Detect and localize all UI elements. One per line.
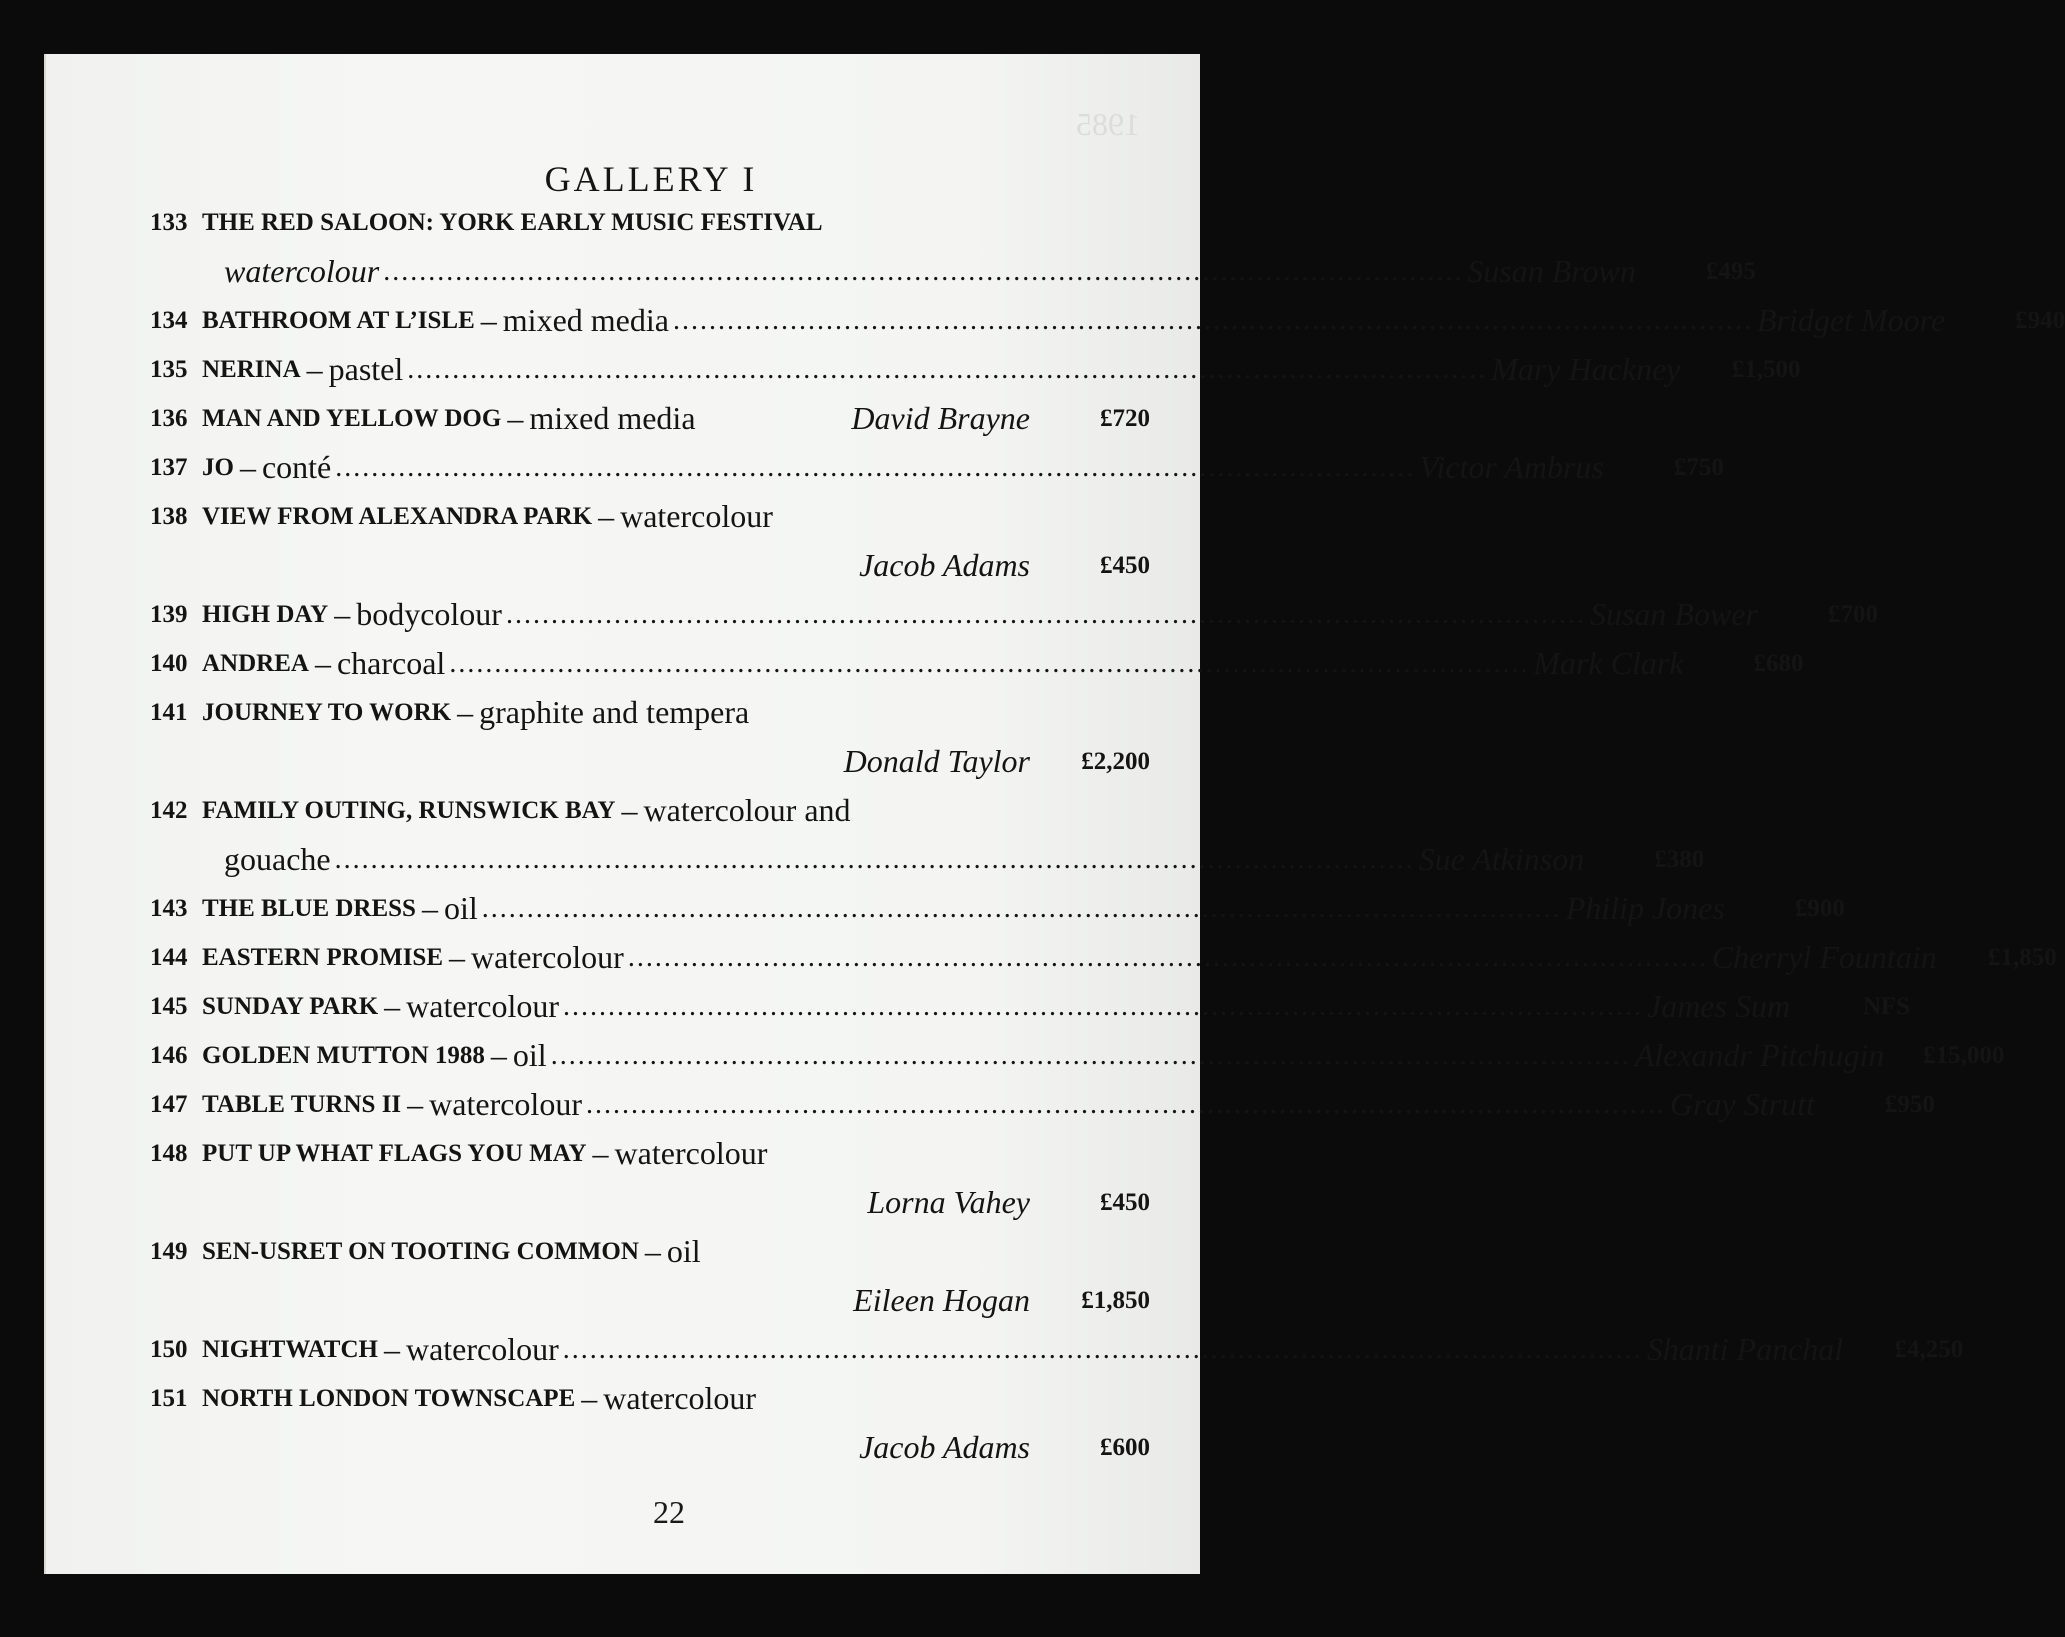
dash-separator: – (421, 890, 438, 926)
entry-title: JO (202, 453, 234, 481)
entry-medium-continued: gouache (224, 841, 331, 877)
dash-separator: – (592, 1135, 609, 1171)
entry-artist: Eileen Hogan (853, 1282, 1030, 1318)
entry-medium: oil (443, 890, 478, 926)
entry-medium: mixed media (502, 302, 669, 338)
page-number: 22 (653, 1494, 685, 1530)
dot-leader: ........................................................................................................................ (562, 990, 1643, 1022)
entry-number: 139 (150, 600, 188, 628)
catalogue-line (150, 1031, 2005, 1080)
catalogue-line (150, 443, 1724, 492)
entry-title: JOURNEY TO WORK (202, 698, 452, 726)
entry-title: HIGH DAY (202, 600, 329, 628)
entry-number: 134 (150, 306, 188, 334)
entry-number: 144 (150, 943, 188, 971)
entry-artist: Mary Hackney (1491, 351, 1681, 387)
dash-separator: – (383, 1331, 400, 1367)
entry-number: 147 (150, 1090, 188, 1118)
entry-artist: Jacob Adams (859, 1429, 1030, 1465)
entry-artist: Sue Atkinson (1418, 841, 1585, 877)
catalogue-line (150, 1276, 1150, 1325)
entry-artist: Shanti Panchal (1646, 1331, 1844, 1367)
dash-separator: – (314, 645, 331, 681)
entry-price: £1,500 (1731, 355, 1801, 383)
catalogue-line (150, 1080, 1935, 1129)
dot-leader: ........................................................................................................................ (383, 255, 1464, 287)
entry-title: THE BLUE DRESS (202, 894, 416, 922)
entry-artist: Alexandr Pitchugin (1634, 1037, 1885, 1073)
entry-title: MAN AND YELLOW DOG (202, 404, 502, 432)
entry-title: FAMILY OUTING, RUNSWICK BAY (202, 796, 616, 824)
entry-artist: Gray Strutt (1669, 1086, 1815, 1122)
catalogue-line (150, 247, 1756, 296)
entry-price: £720 (1100, 404, 1150, 432)
entry-number: 145 (150, 992, 188, 1020)
entry-medium: charcoal (336, 645, 446, 681)
catalogue-line (150, 639, 1804, 688)
entry-medium: watercolour (429, 1086, 582, 1122)
entry-title: THE RED SALOON: YORK EARLY MUSIC FESTIVAL (202, 208, 823, 236)
entry-price: £15,000 (1923, 1041, 2005, 1069)
dash-separator: – (449, 939, 466, 975)
entry-medium: watercolour (405, 1331, 559, 1367)
entry-price: £700 (1827, 600, 1878, 628)
entry-medium: watercolour and (643, 792, 851, 828)
entry-number: 148 (150, 1139, 188, 1167)
dash-separator: – (507, 400, 524, 436)
entry-artist: Jacob Adams (859, 547, 1030, 583)
entry-artist: Bridget Moore (1756, 302, 1946, 338)
entry-title: NORTH LONDON TOWNSCAPE (202, 1384, 576, 1412)
entry-number: 136 (150, 404, 188, 432)
entry-price: £4,250 (1894, 1335, 1964, 1363)
entry-number: 151 (150, 1384, 188, 1412)
entry-artist: David Brayne (851, 400, 1030, 436)
entry-price: £380 (1654, 845, 1705, 873)
catalogue-line (150, 884, 1845, 933)
catalogue-line (150, 1227, 1150, 1276)
dot-leader: ........................................................................................................................ (335, 451, 1416, 483)
entry-medium: graphite and tempera (479, 694, 750, 730)
entry-price: £600 (1100, 1433, 1150, 1461)
entry-medium: pastel (328, 351, 404, 387)
catalogue-list (150, 198, 2065, 1472)
dash-separator: – (334, 596, 351, 632)
catalogue-line (150, 492, 1150, 541)
dash-separator: – (239, 449, 256, 485)
entry-price: £680 (1753, 649, 1804, 677)
entry-artist: Victor Ambrus (1419, 449, 1604, 485)
entry-price: £450 (1100, 1188, 1150, 1216)
dash-separator: – (598, 498, 615, 534)
entry-title: TABLE TURNS II (202, 1090, 402, 1118)
entry-number: 142 (150, 796, 188, 824)
entry-title: ANDREA (202, 649, 309, 677)
dash-separator: – (384, 988, 401, 1024)
entry-price: £1,850 (1987, 943, 2057, 971)
entry-title: SEN-USRET ON TOOTING COMMON (202, 1237, 639, 1265)
entry-medium: watercolour (406, 988, 559, 1024)
catalogue-line (150, 835, 1705, 884)
catalogue-line (150, 541, 1150, 590)
entry-medium: watercolour (603, 1380, 757, 1416)
dot-leader: ........................................................................................................................ (550, 1039, 1631, 1071)
dot-leader: ........................................................................................................................ (562, 1333, 1643, 1365)
catalogue-line (150, 394, 1150, 443)
entry-number: 149 (150, 1237, 188, 1265)
entry-price: £495 (1705, 257, 1756, 285)
catalogue-line (150, 1423, 1150, 1472)
catalogue-line (150, 345, 1801, 394)
entry-number: 138 (150, 502, 188, 530)
dot-leader: ........................................................................................................................ (407, 353, 1488, 385)
entry-price: £450 (1100, 551, 1150, 579)
entry-artist: Mark Clark (1533, 645, 1684, 681)
entry-number: 143 (150, 894, 188, 922)
dot-leader: ........................................................................................................................ (585, 1088, 1666, 1120)
dash-separator: – (457, 694, 474, 730)
entry-medium: watercolour (471, 939, 624, 975)
entry-title: PUT UP WHAT FLAGS YOU MAY (202, 1139, 587, 1167)
entry-number: 140 (150, 649, 188, 677)
dot-leader: ........................................................................................................................ (505, 598, 1586, 630)
dot-leader: ........................................................................................................................ (449, 647, 1530, 679)
catalogue-line (150, 1129, 1150, 1178)
entry-number: 133 (150, 208, 188, 236)
entry-title: BATHROOM AT L’ISLE (202, 306, 475, 334)
entry-title: GOLDEN MUTTON 1988 (202, 1041, 485, 1069)
catalogue-line (150, 1374, 1150, 1423)
dash-separator: – (407, 1086, 424, 1122)
catalogue-line (150, 786, 1150, 835)
dash-separator: – (480, 302, 497, 338)
entry-number: 135 (150, 355, 188, 383)
entry-artist: Susan Brown (1467, 253, 1636, 289)
entry-number: 137 (150, 453, 188, 481)
catalogue-line (150, 982, 1911, 1031)
entry-medium: watercolour (614, 1135, 768, 1171)
entry-medium: watercolour (224, 253, 380, 289)
entry-price: £950 (1884, 1090, 1935, 1118)
dash-separator: – (621, 792, 638, 828)
entry-title: VIEW FROM ALEXANDRA PARK (202, 502, 593, 530)
catalogue-line (150, 1178, 1150, 1227)
entry-number: 146 (150, 1041, 188, 1069)
dash-separator: – (581, 1380, 598, 1416)
entry-title: NERINA (202, 355, 301, 383)
entry-title: NIGHTWATCH (202, 1335, 378, 1363)
dot-leader: ........................................................................................................................ (481, 892, 1562, 924)
entry-artist: Susan Bower (1589, 596, 1758, 632)
entry-artist: Lorna Vahey (867, 1184, 1030, 1220)
entry-price: NFS (1862, 992, 1911, 1020)
dash-separator: – (644, 1233, 661, 1269)
entry-medium: watercolour (620, 498, 773, 534)
entry-price: £1,850 (1081, 1286, 1150, 1314)
show-through-text: 1985 (1076, 106, 1140, 142)
catalogue-line (150, 933, 2057, 982)
catalogue-line (150, 590, 1878, 639)
catalogue-line (150, 296, 2065, 345)
entry-artist: James Sum (1646, 988, 1791, 1024)
entry-title: SUNDAY PARK (202, 992, 379, 1020)
entry-artist: Cherryl Fountain (1711, 939, 1937, 975)
entry-number: 150 (150, 1335, 188, 1363)
entry-artist: Philip Jones (1565, 890, 1725, 926)
entry-medium: bodycolour (356, 596, 502, 632)
entry-price: £900 (1794, 894, 1845, 922)
entry-title: EASTERN PROMISE (202, 943, 444, 971)
entry-artist: Donald Taylor (843, 743, 1030, 779)
dot-leader: ........................................................................................................................ (672, 304, 1753, 336)
dot-leader: ........................................................................................................................ (334, 843, 1415, 875)
catalogue-line (150, 737, 1150, 786)
entry-price: £750 (1673, 453, 1724, 481)
entry-number: 141 (150, 698, 188, 726)
entry-price: £2,200 (1081, 747, 1150, 775)
catalogue-line (150, 688, 1150, 737)
page-title: GALLERY I (544, 159, 758, 199)
dash-separator: – (306, 351, 323, 387)
dot-leader: ........................................................................................................................ (627, 941, 1708, 973)
dash-separator: – (490, 1037, 507, 1073)
entry-medium: oil (666, 1233, 701, 1269)
entry-medium: mixed media (529, 400, 696, 436)
entry-medium: oil (512, 1037, 547, 1073)
entry-price: £940 (2015, 306, 2065, 334)
catalogue-line (150, 198, 1150, 247)
entry-medium: conté (261, 449, 332, 485)
catalogue-line (150, 1325, 1964, 1374)
